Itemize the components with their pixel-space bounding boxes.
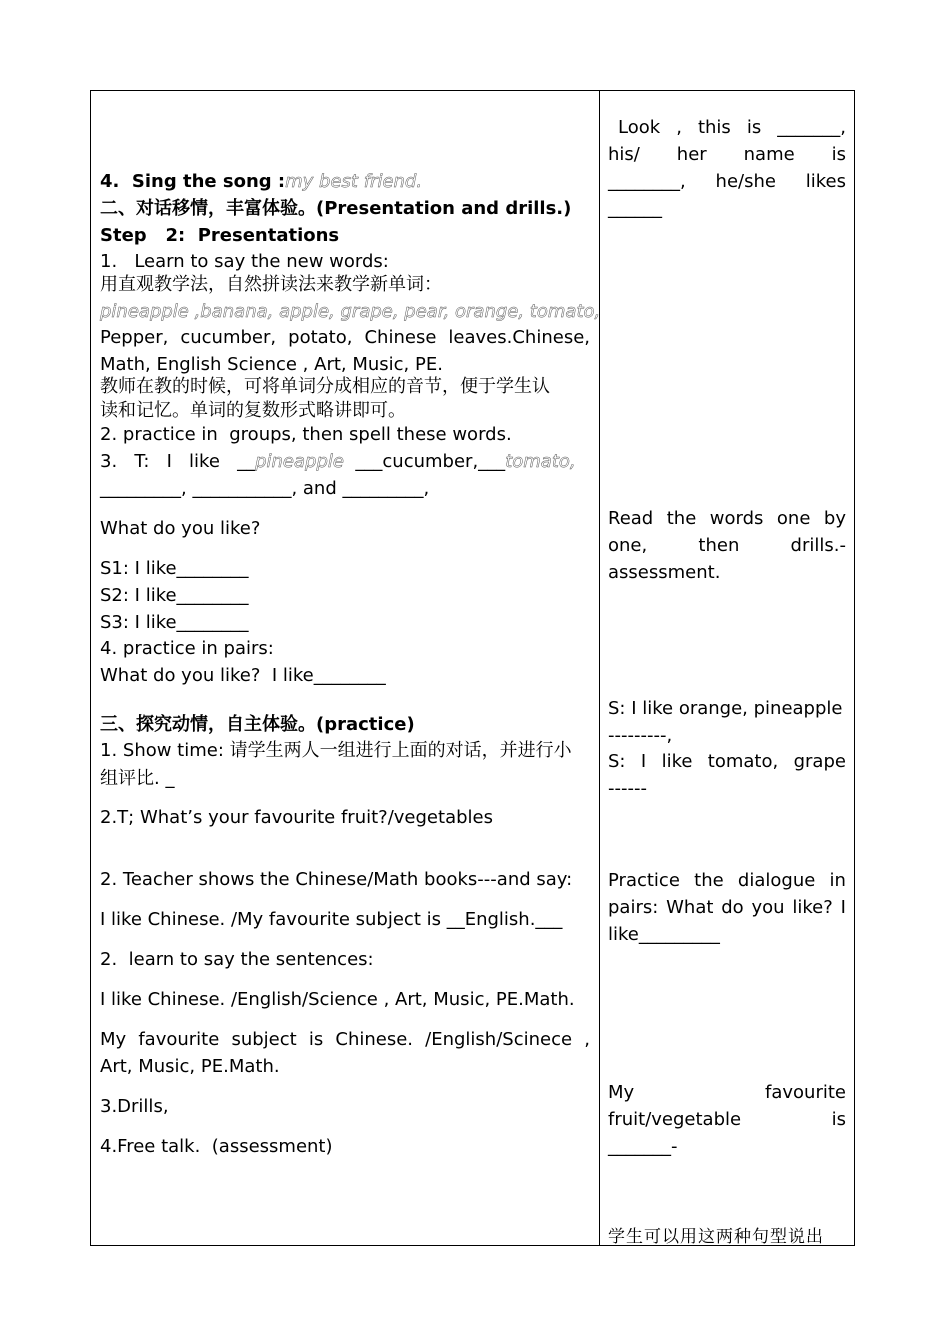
sing-song-line: 4. Sing the song :my best friend. [100,171,423,192]
sentence-2a: My favourite subject is Chinese. /English/Scinece , [100,1029,590,1050]
practice-line-2: pairs: What do you like? I [608,897,846,918]
practice-pairs-line: 4. practice in pairs: [100,638,274,659]
teacher-shows-line: 2. Teacher shows the Chinese/Math books---and say: [100,869,573,890]
vocab-line-1: Pepper, cucumber, potato, Chinese leaves.Chinese, [100,327,590,348]
what-do-you-like: What do you like? [100,518,261,539]
read-line-3: assessment. [608,562,721,583]
look-line-1: Look , this is _______, [618,117,846,138]
section-2-heading: 二、对话移情，丰富体验。(Presentation and drills.) [100,198,572,219]
free-talk-line: 4.Free talk. (assessment) [100,1136,333,1157]
teacher-note-1: 教师在教的时候，可将单词分成相应的音节，便于学生认 [100,376,550,397]
favourite-line-1: My favourite [608,1082,846,1103]
column-divider [599,91,600,1245]
drills-line: 3.Drills, [100,1096,169,1117]
favourite-line-3: _______- [608,1136,678,1157]
favourite-question: 2.T; What’s your favourite fruit?/vegetables [100,807,493,828]
method-line: 用直观教学法，自然拼读法来教学新单词： [100,274,442,295]
s-like-line-2: S: I like tomato, grape [608,751,846,772]
t-i-like-line: 3. T: I like __pineapple ___cucumber,___tomato, [100,451,576,472]
read-line-1: Read the words one by [608,508,846,529]
section-3-heading: 三、探究动情，自主体验。(practice) [100,714,415,735]
like-chinese-line: I like Chinese. /My favourite subject is __English.___ [100,909,563,930]
practice-line-1: Practice the dialogue in [608,870,846,891]
favourite-line-2: fruit/vegetable is [608,1109,846,1130]
look-line-3: ________, he/she likes [608,171,846,192]
vocab-line-2: Math, English Science , Art, Music, PE. [100,354,443,375]
read-line-2: one, then drills.- [608,535,846,556]
sentence-2b: Art, Music, PE.Math. [100,1056,280,1077]
show-time-line-1: 1. Show time: 请学生两人一组进行上面的对话，并进行小 [100,740,572,761]
pairs-question-line: What do you like? I like________ [100,665,386,686]
sentence-1: I like Chinese. /English/Science , Art, Music, PE.Math. [100,989,575,1010]
fruits-line: pineapple ,banana, apple, grape, pear, orange, tomato, [100,301,601,322]
step-2-heading: Step 2: Presentations [100,225,340,246]
look-line-4: ______ [608,198,662,219]
s-like-line-2b: ------ [608,778,647,799]
s2-line: S2: I like________ [100,585,249,606]
bottom-note: 学生可以用这两种句型说出 [608,1227,824,1247]
show-time-line-2: 组评比. _ [100,768,175,789]
teacher-note-2: 读和记忆。单词的复数形式略讲即可。 [100,400,406,421]
s-like-line-1: S: I like orange, pineapple [608,698,843,719]
blanks-line: _________, ___________, and _________, [100,478,430,499]
s3-line: S3: I like________ [100,612,249,633]
learn-sentences-line: 2. learn to say the sentences: [100,949,374,970]
learn-words-line: 1. Learn to say the new words: [100,251,389,272]
s-like-line-1b: ---------, [608,725,673,746]
practice-line-3: like_________ [608,924,720,945]
practice-groups-line: 2. practice in groups, then spell these words. [100,424,512,445]
look-line-2: his/ her name is [608,144,846,165]
s1-line: S1: I like________ [100,558,249,579]
